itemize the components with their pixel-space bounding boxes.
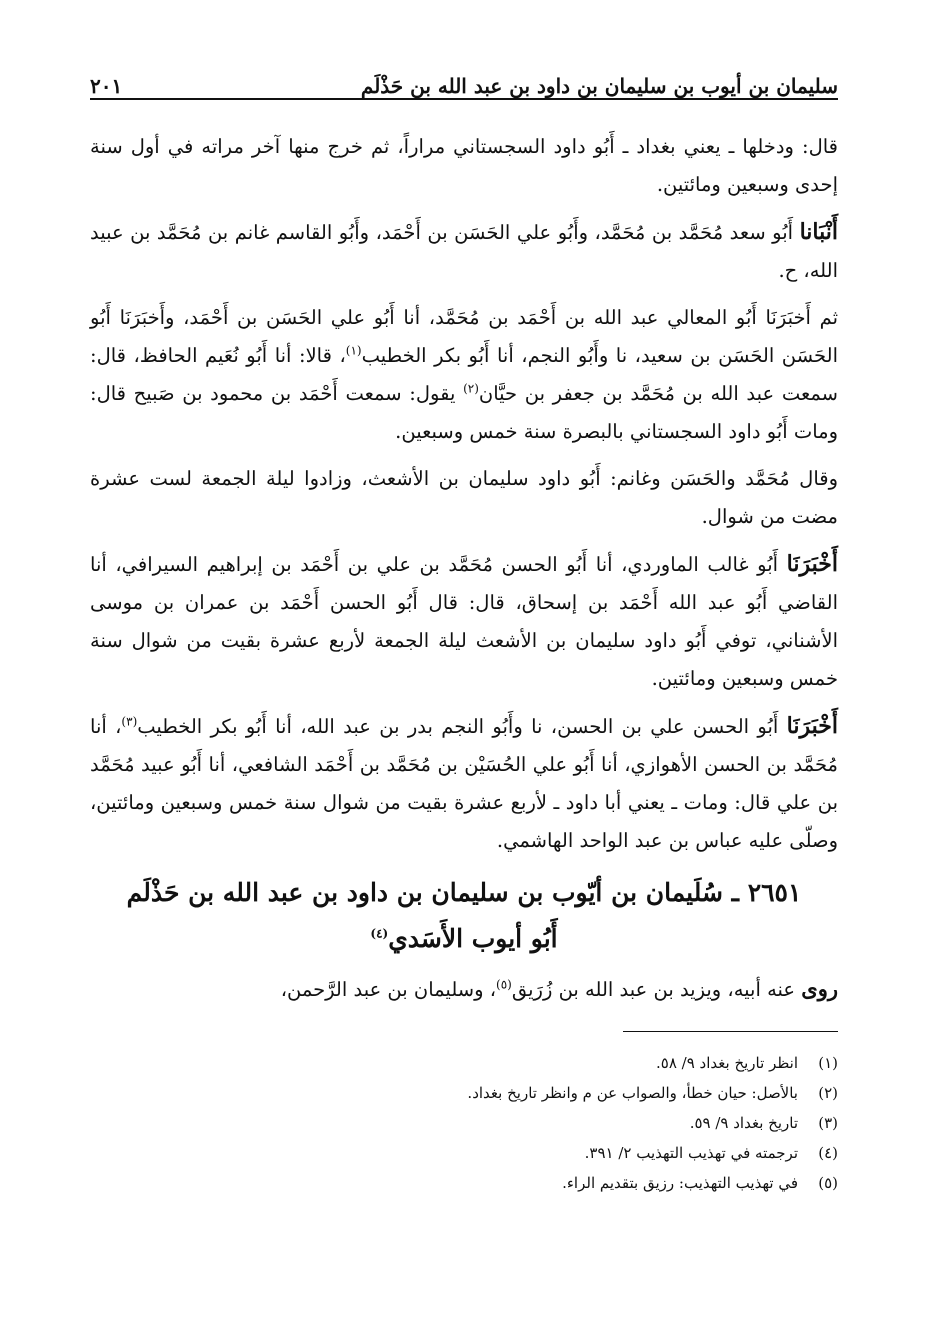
- paragraph-3-text-a: ثم أَخبَرَنَا أَبُو المعالي عبد الله بن أَحْمَد بن مُحَمَّد، أنا أَبُو علي الحَسَن بن أَحْمَد، وأَخبَرَنَا أَبُو الحَسَن الحَسَن بن سعيد، نا وأَبُو النجم، أنا أَبُو بكر الخطيب: [90, 306, 838, 367]
- page: [90, 58, 838, 1198]
- entry-opening-line: [90, 970, 838, 1009]
- entry-heading-name: أَبُو أيوب الأَسَدي: [388, 924, 558, 953]
- paragraph-4-text: وقال مُحَمَّد والحَسَن وغانم: أَبُو داود سليمان بن الأشعث، وزادوا ليلة الجمعة لست عشرة مضت من شوال.: [90, 467, 838, 528]
- paragraph-2: [90, 213, 838, 290]
- footnote-4-text: ترجمته في تهذيب التهذيب ٢/ ٣٩١.: [584, 1144, 798, 1162]
- entry-opening-text-b: ، وسليمان بن عبد الرَّحمن،: [280, 978, 497, 1001]
- paragraph-6: [90, 707, 838, 860]
- footnote-ref-4[interactable]: (٤): [370, 926, 389, 941]
- running-title: سليمان بن أيوب بن سليمان بن داود بن عبد الله بن حَذْلَم: [360, 74, 838, 98]
- paragraph-1: [90, 128, 838, 204]
- paragraph-5-text: أَبُو غالب الماوردي، أنا أَبُو الحسن مُحَمَّد بن علي بن أَحْمَد بن إبراهيم السيرافي، أنا القاضي أَبُو عبد الله أَحْمَد بن إسحاق، قال: قال أَبُو الحسن أَحْمَد بن عمران بن موسى الأشناني، توفي أَبُو داود سليمان بن الأشعث ليلة الجمعة لأربع عشرة بقيت من شوال سنة خمس وسبعين ومائتين.: [90, 553, 838, 690]
- entry-opening-lead: روى: [801, 976, 838, 1001]
- paragraph-3: [90, 299, 838, 451]
- footnote-3-mark: (٣): [818, 1114, 838, 1132]
- footnote-ref-2[interactable]: (٢): [463, 381, 479, 396]
- paragraph-2-text: أَبُو سعد مُحَمَّد بن مُحَمَّد، وأَبُو علي الحَسَن بن أَحْمَد، وأَبُو القاسم غانم بن مُحَمَّد بن عبيد الله، ح.: [90, 221, 838, 282]
- footnote-5-mark: (٥): [818, 1174, 838, 1192]
- body-text: [90, 128, 838, 1009]
- footnote-5-text: في تهذيب التهذيب: رزيق بتقديم الراء.: [562, 1174, 798, 1192]
- paragraph-5-lead: أَخْبَرَنَا: [786, 551, 838, 577]
- paragraph-3-text-b: ، قالا: أنا أَبُو نُعَيم الحافظ، قال: سمعت عبد الله بن مُحَمَّد بن جعفر بن حيَّان: [90, 344, 839, 405]
- footnote-1-mark: (١): [818, 1054, 838, 1072]
- entry-heading: [90, 870, 838, 962]
- paragraph-6-text-b: ، أنا مُحَمَّد بن الحسن الأهوازي، أنا أَبُو علي الحُسَيْن بن مُحَمَّد بن أَحْمَد الشافعي، أنا أَبُو عبيد مُحَمَّد بن علي قال: ومات ـ يعني أبا داود ـ لأربع عشرة بقيت من شوال سنة خمس وسبعين ومائتين، وصلّى عليه عباس بن عبد الواحد الهاشمي.: [90, 715, 838, 852]
- footnote-2: [90, 1078, 838, 1108]
- footnote-2-text: بالأصل: حيان خطأ، والصواب عن م وانظر تاريخ بغداد.: [467, 1084, 798, 1102]
- page-number: ٢٠١: [90, 74, 123, 98]
- entry-heading-line-2: [90, 916, 838, 962]
- footnote-ref-1[interactable]: (١): [345, 343, 362, 358]
- entry-opening-text-a: عنه أبيه، ويزيد بن عبد الله بن زُرَيق: [511, 978, 802, 1001]
- footnotes: [90, 1048, 838, 1198]
- footnote-ref-5[interactable]: (٥): [496, 977, 512, 992]
- footnote-ref-3[interactable]: (٣): [121, 714, 138, 729]
- running-header: [90, 58, 838, 100]
- paragraph-2-lead: أَنْبَانا: [799, 219, 838, 245]
- footnote-5: [90, 1168, 838, 1198]
- paragraph-1-text: قال: ودخلها ـ يعني بغداد ـ أَبُو داود السجستاني مراراً، ثم خرج منها آخر مراته في أول سنة إحدى وسبعين ومائتين.: [90, 135, 838, 196]
- paragraph-3-text-c: يقول: سمعت أَحْمَد بن محمود بن صَبيح قال: ومات أَبُو داود السجستاني بالبصرة سنة خمس وسبعين.: [90, 382, 838, 443]
- entry-heading-line-1: ٢٦٥١ ـ سُلَيمان بن أيّوب بن سليمان بن داود بن عبد الله بن حَذْلَم: [126, 878, 802, 907]
- paragraph-5: [90, 545, 838, 698]
- footnote-1: [90, 1048, 838, 1078]
- paragraph-6-lead: أَخْبَرَنَا: [786, 713, 838, 739]
- paragraph-4: [90, 460, 838, 536]
- footnote-3-text: تاريخ بغداد ٩/ ٥٩.: [689, 1114, 798, 1132]
- paragraph-6-text-a: أَبُو الحسن علي بن الحسن، نا وأَبُو النجم بدر بن عبد الله، أنا أَبُو بكر الخطيب: [137, 715, 787, 738]
- footnote-4: [90, 1138, 838, 1168]
- footnote-1-text: انظر تاريخ بغداد ٩/ ٥٨.: [655, 1054, 798, 1072]
- footnote-3: [90, 1108, 838, 1138]
- footnote-divider: [623, 1031, 838, 1032]
- footnote-2-mark: (٢): [818, 1084, 838, 1102]
- footnote-4-mark: (٤): [818, 1144, 838, 1162]
